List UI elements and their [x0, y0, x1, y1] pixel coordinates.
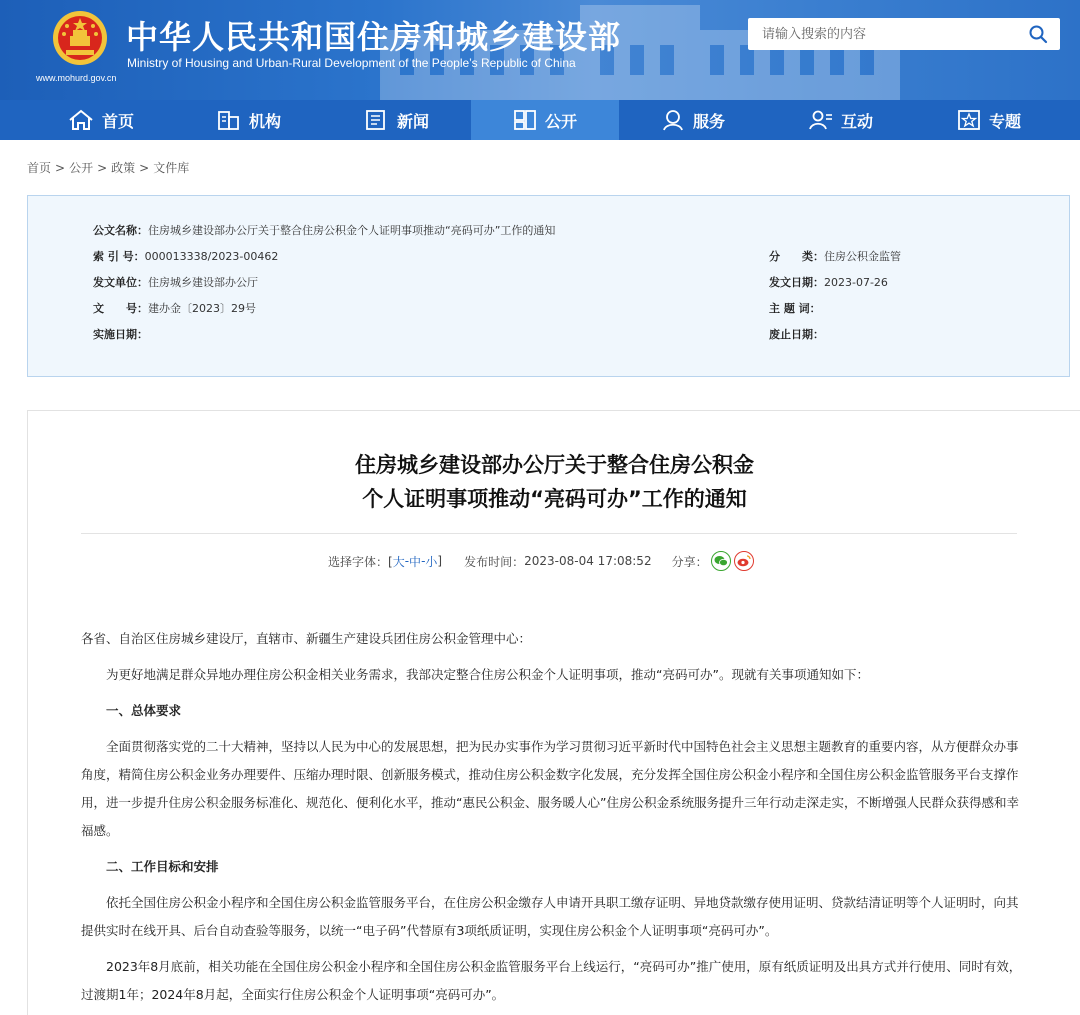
- nav-item-service[interactable]: [619, 100, 767, 140]
- article-title-line1: 住房城乡建设部办公厅关于整合住房公积金: [355, 453, 754, 477]
- nav-label: 专题: [988, 111, 1021, 131]
- nav-item-topic[interactable]: [915, 100, 1063, 140]
- share-label: 分享：: [671, 554, 708, 569]
- interact-icon: [809, 109, 833, 131]
- nav-item-home[interactable]: [27, 100, 175, 140]
- article-title-line2: 个人证明事项推动“亮码可办”工作的通知: [362, 487, 747, 511]
- nav-item-org[interactable]: [175, 100, 323, 140]
- breadcrumb: 首页 > 公开 > 政策 > 文件库: [27, 161, 190, 175]
- nav-label: 首页: [101, 111, 134, 131]
- font-large-link[interactable]: 大: [392, 554, 405, 569]
- document-info-box: [27, 195, 1070, 377]
- info-doc-name: 公文名称：住房城乡建设部办公厅关于整合住房公积金个人证明事项推动“亮码可办”工作的通知: [93, 224, 556, 237]
- home-icon: [68, 109, 94, 131]
- info-subject: 主 题 词：: [769, 302, 821, 315]
- info-issuer: 发文单位：住房城乡建设部办公厅: [93, 276, 258, 289]
- info-issue-date: 发文日期：2023-07-26: [769, 276, 888, 289]
- wechat-share-icon[interactable]: [711, 551, 731, 571]
- article-meta: 选择字体：[ 大 - 中 - 小 ] 发布时间： 2023-08-04 17:08:52 分享：: [328, 551, 754, 571]
- nav-label: 新闻: [396, 111, 429, 131]
- intro-paragraph: 为更好地满足群众异地办理住房公积金相关业务需求，我部决定整合住房公积金个人证明事项，推动“亮码可办”。现就有关事项通知如下：: [106, 667, 869, 682]
- info-expire-date: 废止日期：: [769, 328, 824, 341]
- salutation: 各省、自治区住房城乡建设厅，直辖市、新疆生产建设兵团住房公积金管理中心：: [81, 631, 532, 646]
- search-input[interactable]: [748, 18, 1008, 50]
- publish-time: 2023-08-04 17:08:52: [524, 554, 652, 568]
- paragraph-1: 全面贯彻落实党的二十大精神，坚持以人民为中心的发展思想，把为民办实事作为学习贯彻习近平新时代中国特色社会主义思想主题教育的重要内容，从方便群众办事角度，精简住房公积金业务办理要件、压缩办理时限、创新服务模式，推动住房公积金数字化发展，充分发挥全国住房公积金小程序和全国住房公积金监管服务平台支撑作用，进一步提升住房公积金服务标准化、规范化、便利化水平，推动“惠民公积金、服务暖人心”住房公积金系统服务提升三年行动走深走实，不断增强人民群众获得感和幸福感。: [81, 739, 1019, 838]
- building-icon: [217, 109, 241, 131]
- news-icon: [365, 109, 389, 131]
- font-mid-link[interactable]: 中: [409, 554, 422, 569]
- nav-label: 服务: [692, 111, 725, 131]
- section-heading-1: 一、总体要求: [106, 703, 182, 718]
- search-box: [748, 18, 1060, 50]
- paragraph-2: 依托全国住房公积金小程序和全国住房公积金监管服务平台，在住房公积金缴存人申请开具职工缴存证明、异地贷款缴存使用证明、贷款结清证明等个人证明时，向其提供实时在线开具、后台自动查验等服务，以统一“电子码”代替原有3项纸质证明，实现住房公积金个人证明事项“亮码可办”。: [81, 895, 1019, 938]
- title-divider: [81, 533, 1017, 534]
- breadcrumb-home[interactable]: 首页: [27, 161, 52, 175]
- service-icon: [661, 109, 685, 131]
- weibo-share-icon[interactable]: [734, 551, 754, 571]
- nav-item-open[interactable]: [471, 100, 619, 140]
- topic-icon: [957, 109, 981, 131]
- breadcrumb-library[interactable]: 文件库: [153, 161, 190, 175]
- breadcrumb-open[interactable]: 公开: [69, 161, 94, 175]
- nav-item-interact[interactable]: [767, 100, 915, 140]
- font-select-label: 选择字体：[: [328, 554, 393, 569]
- font-small-link[interactable]: 小: [425, 554, 438, 569]
- info-category: 分 类：住房公积金监管: [769, 250, 901, 263]
- info-doc-no: 文 号：建办金〔2023〕29号: [93, 302, 256, 315]
- nav-item-news[interactable]: [323, 100, 471, 140]
- nav-label: 公开: [544, 111, 577, 131]
- site-url: www.mohurd.gov.cn: [36, 73, 117, 83]
- article-body: [81, 625, 1026, 1009]
- site-header: [0, 0, 1080, 100]
- info-index: 索 引 号：000013338/2023-00462: [93, 250, 279, 263]
- site-title: 中华人民共和国住房和城乡建设部: [126, 18, 622, 56]
- article-panel: [27, 410, 1080, 1015]
- breadcrumb-policy[interactable]: 政策: [111, 161, 136, 175]
- search-icon[interactable]: [1028, 24, 1048, 44]
- publish-label: 发布时间：: [464, 554, 525, 569]
- open-icon: [513, 109, 537, 131]
- nav-label: 互动: [840, 111, 873, 131]
- info-effective-date: 实施日期：: [93, 328, 148, 341]
- nav-label: 机构: [248, 111, 281, 131]
- main-nav: [0, 100, 1080, 140]
- national-emblem-icon: [52, 10, 108, 66]
- paragraph-3: 2023年8月底前，相关功能在全国住房公积金小程序和全国住房公积金监管服务平台上线运行，“亮码可办”推广使用，原有纸质证明及出具方式并行使用、同时有效，过渡期1年；2024年8月起，全面实行住房公积金个人证明事项“亮码可办”。: [81, 959, 1022, 1002]
- site-subtitle: Ministry of Housing and Urban-Rural Development of the People’s Republic of China: [127, 56, 576, 70]
- section-heading-2: 二、工作目标和安排: [106, 859, 219, 874]
